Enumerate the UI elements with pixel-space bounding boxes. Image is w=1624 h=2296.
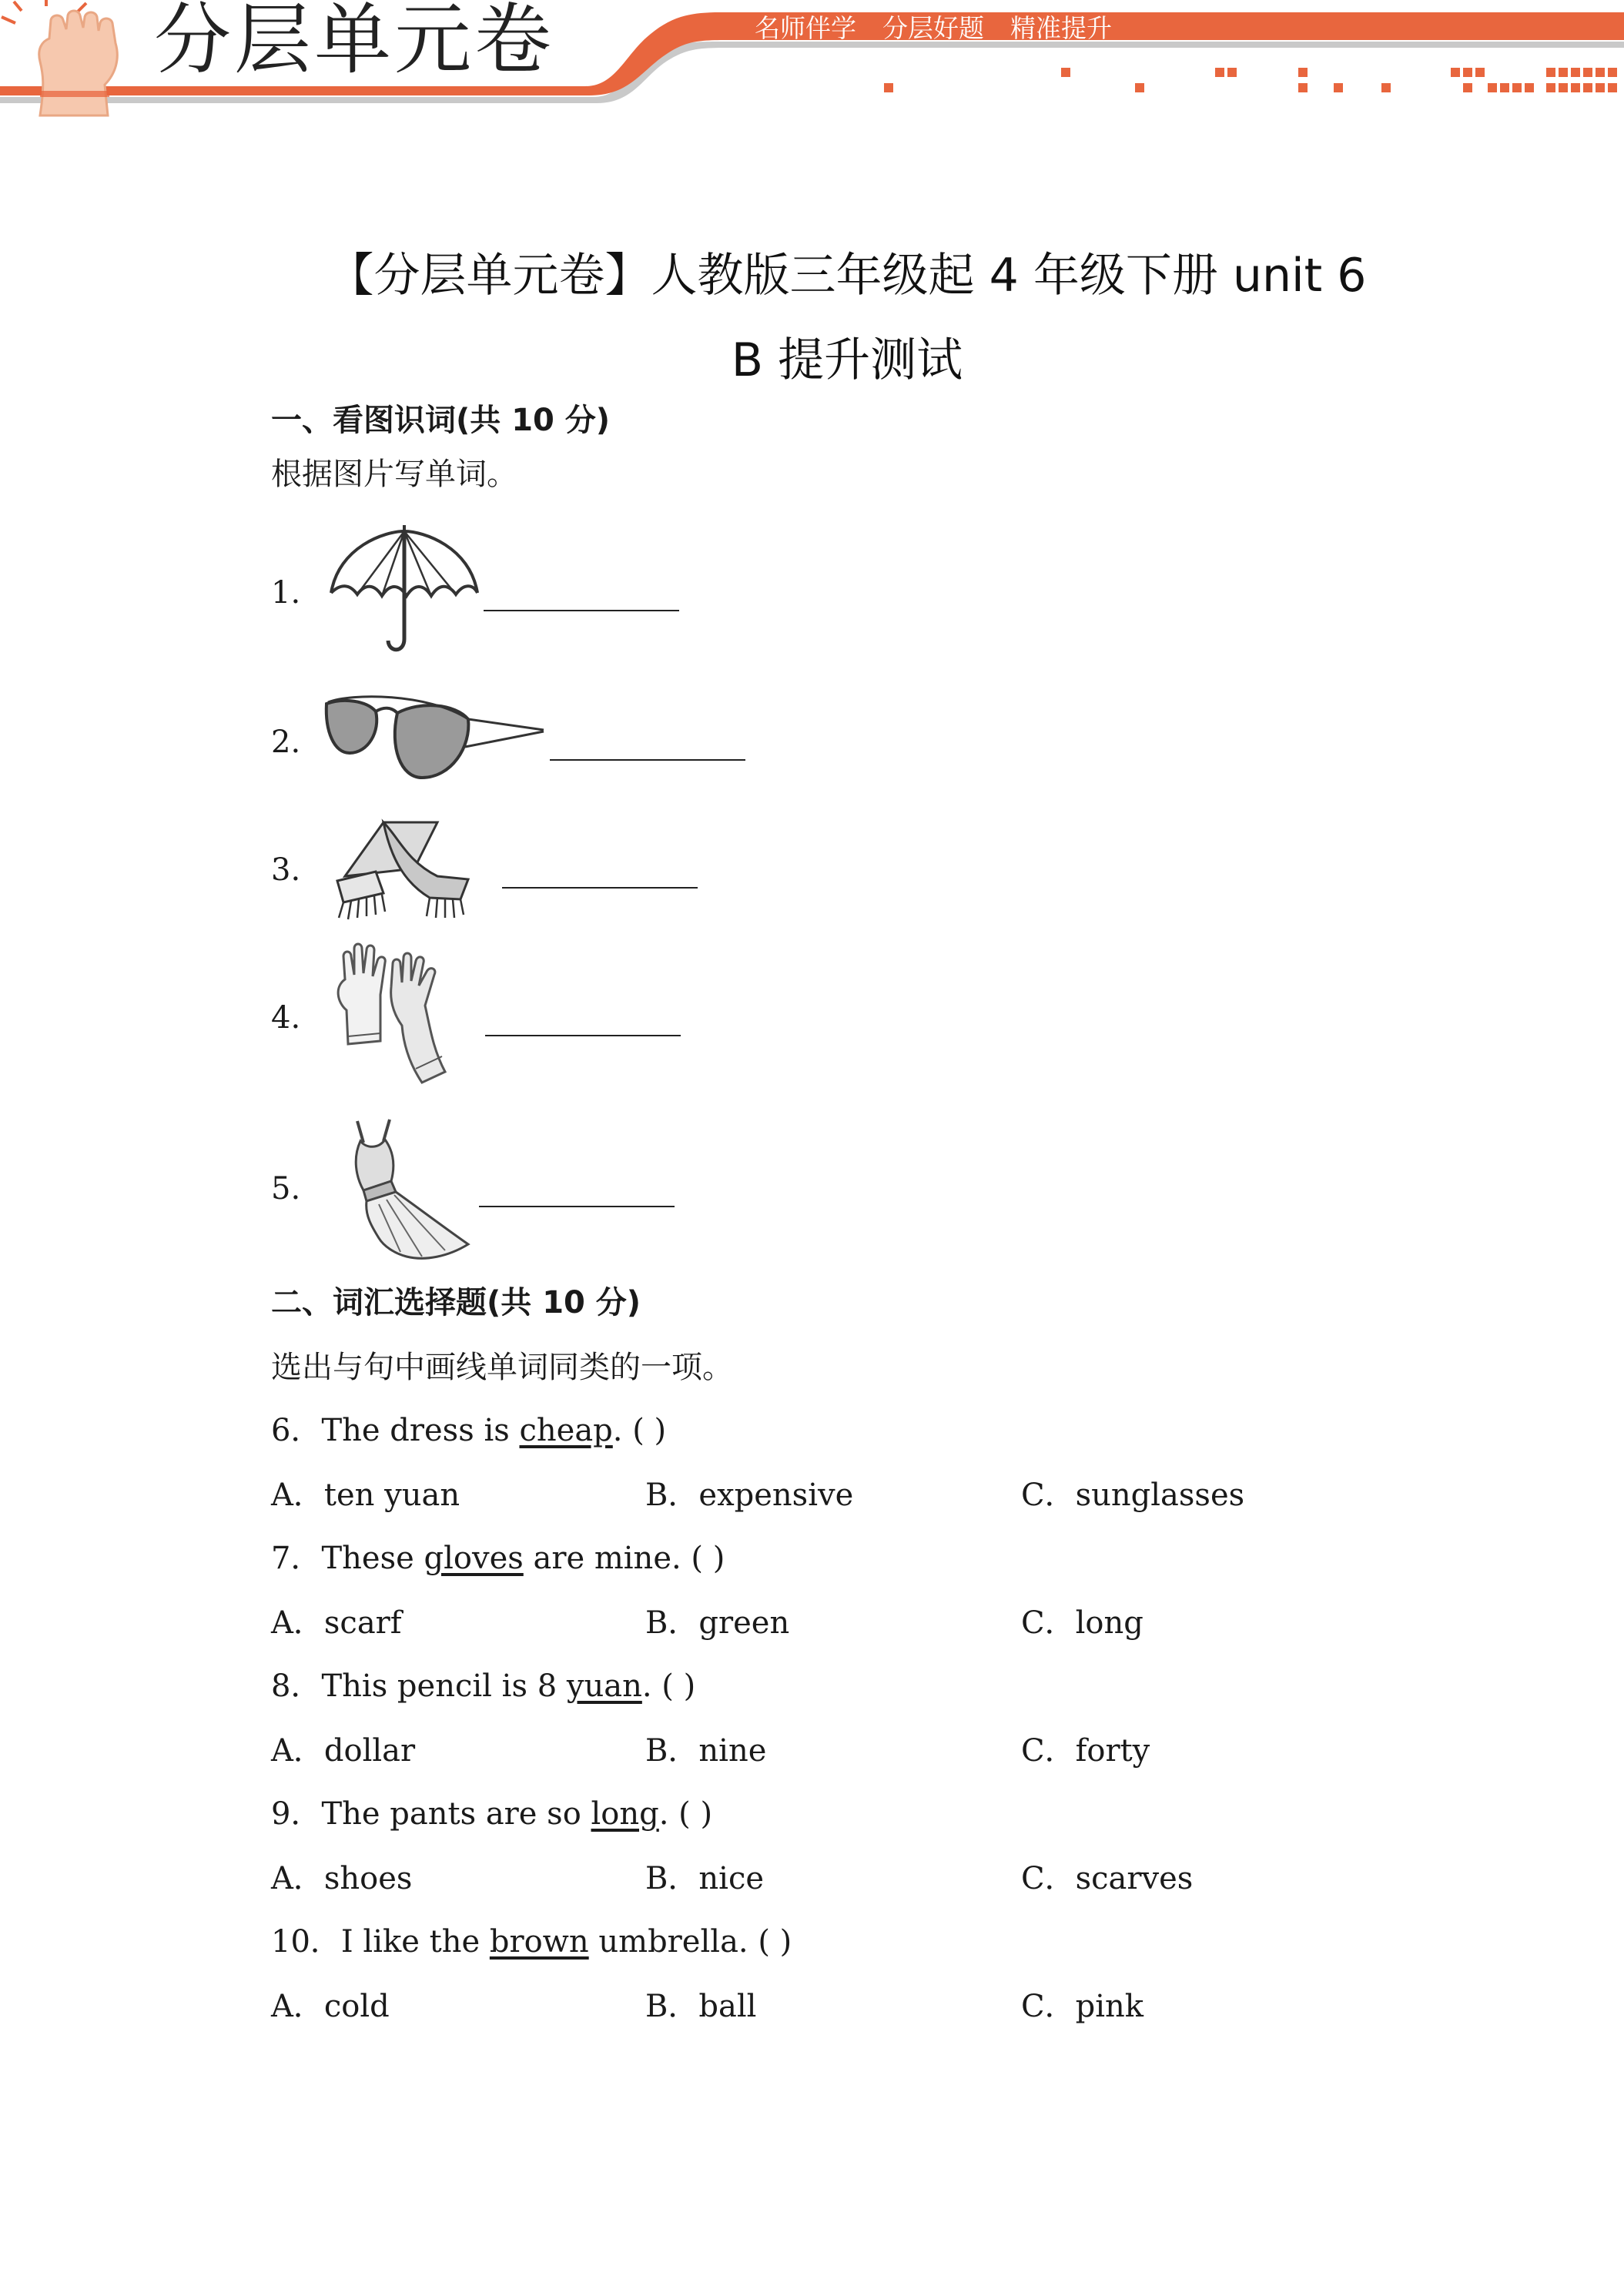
header-banner (0, 0, 1624, 123)
underlined-word: long (591, 1796, 659, 1832)
q10-option-c[interactable]: C．pink (1021, 1989, 1144, 2024)
question-7 (271, 1537, 725, 1580)
q8-option-c[interactable]: C．forty (1021, 1733, 1150, 1769)
slogan (755, 9, 1138, 48)
item-number-5: 5. (271, 1171, 301, 1207)
answer-bracket: umbrella. ( ) (588, 1924, 792, 1960)
q6-option-b[interactable]: B．expensive (645, 1478, 854, 1513)
answer-blank-3[interactable] (502, 887, 698, 889)
underlined-word: yuan (566, 1668, 642, 1704)
section1-heading: 一、看图识词(共 10 分) (271, 403, 611, 438)
q9-option-c[interactable]: C．scarves (1021, 1861, 1194, 1896)
section2-instruction: 选出与句中画线单词同类的一项。 (271, 1350, 733, 1385)
question-number: 10． (271, 1924, 341, 1960)
slogan-3: 精准提升 (1010, 13, 1112, 43)
question-10 (271, 1920, 792, 1963)
document-title-line2: B 提升测试 (731, 333, 963, 387)
underlined-word: cheap (519, 1413, 613, 1448)
section1-instruction: 根据图片写单词。 (271, 457, 517, 492)
q10-option-b[interactable]: B．ball (645, 1989, 757, 2024)
question-text: The pants are so (321, 1796, 591, 1832)
item-number-2: 2. (271, 725, 301, 760)
question-9 (271, 1792, 712, 1836)
question-8 (271, 1665, 695, 1708)
q6-option-c[interactable]: C．sunglasses (1021, 1478, 1245, 1513)
question-number: 6． (271, 1413, 322, 1448)
document-title-line1: 【分层单元卷】人教版三年级起 4 年级下册 unit 6 (327, 249, 1367, 303)
question-number: 7． (271, 1541, 322, 1576)
question-text: This pencil is 8 (321, 1668, 567, 1704)
q7-option-a[interactable]: A．scarf (271, 1605, 402, 1641)
q9-option-b[interactable]: B．nice (645, 1861, 765, 1896)
question-6 (271, 1409, 666, 1452)
underlined-word: brown (489, 1924, 589, 1960)
scarf-icon (322, 815, 484, 922)
answer-blank-4[interactable] (485, 1035, 681, 1036)
q6-option-a[interactable]: A．ten yuan (271, 1478, 460, 1513)
slogan-1: 名师伴学 (755, 13, 856, 43)
answer-bracket: . ( ) (612, 1413, 667, 1448)
item-number-3: 3. (271, 852, 301, 888)
brand-title: 分层单元卷 (154, 0, 554, 85)
question-text: These (321, 1541, 424, 1576)
answer-bracket: . ( ) (641, 1668, 696, 1704)
umbrella-icon (323, 524, 485, 662)
question-number: 9． (271, 1796, 322, 1832)
q9-option-a[interactable]: A．shoes (271, 1861, 413, 1896)
question-text: The dress is (321, 1413, 520, 1448)
section2-heading: 二、词汇选择题(共 10 分) (271, 1285, 641, 1320)
q8-option-b[interactable]: B．nine (645, 1733, 767, 1769)
slogan-2: 分层好题 (882, 13, 984, 43)
underlined-word: gloves (424, 1541, 524, 1576)
q10-option-a[interactable]: A．cold (271, 1989, 390, 2024)
sunglasses-icon (320, 693, 551, 793)
item-number-4: 4. (271, 1000, 301, 1036)
answer-bracket: . ( ) (658, 1796, 713, 1832)
answer-blank-5[interactable] (479, 1206, 675, 1207)
q8-option-a[interactable]: A．dollar (271, 1733, 416, 1769)
question-number: 8． (271, 1668, 322, 1704)
q7-option-c[interactable]: C．long (1021, 1605, 1143, 1641)
dress-icon (333, 1115, 479, 1263)
answer-bracket: are mine. ( ) (523, 1541, 725, 1576)
answer-blank-1[interactable] (484, 610, 679, 611)
answer-blank-2[interactable] (550, 759, 745, 761)
q7-option-b[interactable]: B．green (645, 1605, 790, 1641)
question-text: I like the (340, 1924, 490, 1960)
item-number-1: 1. (271, 575, 301, 611)
gloves-icon (330, 941, 460, 1087)
